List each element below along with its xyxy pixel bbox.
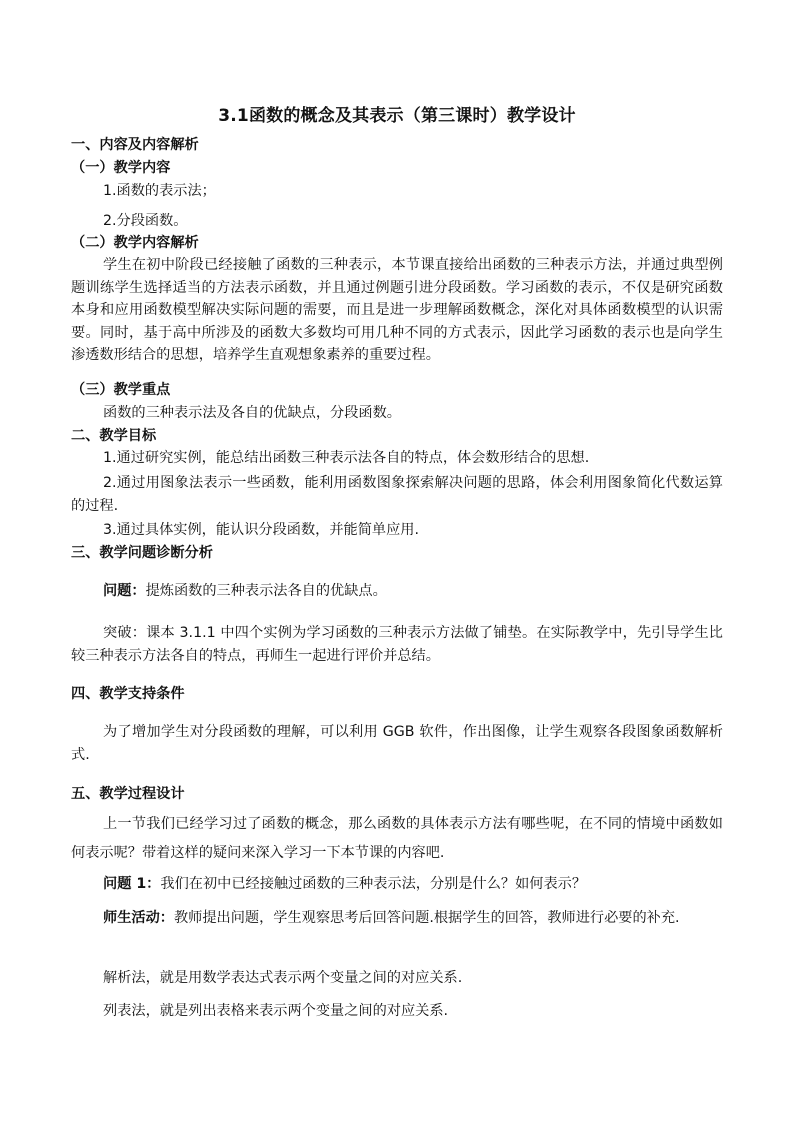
content-item-2: 2.分段函数。	[103, 213, 188, 229]
section-1-heading: 一、内容及内容解析	[71, 137, 199, 153]
subsection-1-2-heading: （二）教学内容解析	[71, 235, 199, 251]
subsection-1-1-heading: （一）教学内容	[71, 160, 171, 176]
problem-text: 提炼函数的三种表示法各自的优缺点。	[145, 583, 387, 599]
problem-label: 问题：	[103, 583, 146, 599]
goal-1: 1.通过研究实例，能总结出函数三种表示法各自的特点，体会数形结合的思想.	[103, 450, 590, 466]
teacher-student-activity	[71, 904, 723, 933]
tabular-method-text: 列表法，就是列出表格来表示两个变量之间的对应关系.	[103, 1003, 449, 1019]
section-5-heading: 五、教学过程设计	[71, 786, 185, 802]
activity-label: 师生活动：	[103, 910, 174, 926]
process-intro-paragraph: 上一节我们已经学习过了函数的概念，那么函数的具体表示方法有哪些呢，在不同的情境中函数如何表示呢？带着这样的疑问来深入学习一下本节课的内容吧.	[71, 816, 723, 861]
goal-2: 2.通过用图象法表示一些函数，能利用函数图象探索解决问题的思路，体会利用图象简化代数运算的过程.	[71, 475, 723, 514]
content-analysis-paragraph: 学生在初中阶段已经接触了函数的三种表示，本节课直接给出函数的三种表示方法，并通过典型例题训练学生选择适当的方法表示函数，并且通过例题引进分段函数。学习函数的表示，不仅是研究函数本身和应用函数模型解决实际问题的需要，而且是进一步理解函数概念，深化对具体函数模型的认识需要。同时，基于高中所涉及的函数大多数均可用几种不同的方式表示，因此学习函数的表示也是向学生渗透数形结合的思想，培养学生直观想象素养的重要过程。	[71, 257, 723, 364]
activity-text: 教师提出问题，学生观察思考后回答问题.根据学生的回答，教师进行必要的补充.	[173, 910, 680, 926]
goal-3: 3.通过具体实例，能认识分段函数，并能简单应用.	[103, 522, 419, 538]
section-3-heading: 三、教学问题诊断分析	[71, 545, 213, 561]
document-title: 3.1函数的概念及其表示（第三课时）教学设计	[218, 106, 576, 126]
subsection-1-3-heading: （三）教学重点	[71, 382, 171, 398]
question-1-line	[71, 873, 723, 896]
section-2-heading: 二、教学目标	[71, 428, 157, 444]
section-4-heading: 四、教学支持条件	[71, 686, 185, 702]
content-item-1: 1.函数的表示法；	[103, 183, 216, 199]
analytic-method-text: 解析法，就是用数学表达式表示两个变量之间的对应关系.	[103, 970, 463, 986]
key-points-text: 函数的三种表示法及各自的优缺点，分段函数。	[103, 405, 401, 421]
breakthrough-paragraph: 突破：课本 3.1.1 中四个实例为学习函数的三种表示方法做了铺垫。在实际教学中，先引导学生比较三种表示方法各自的特点，再师生一起进行评价并总结。	[71, 625, 723, 664]
problem-line	[71, 580, 723, 603]
question-1-text: 我们在初中已经接触过函数的三种表示法，分别是什么？如何表示？	[160, 876, 587, 892]
question-1-label: 问题 1：	[103, 876, 161, 892]
support-conditions-paragraph: 为了增加学生对分段函数的理解，可以利用 GGB 软件，作出图像，让学生观察各段图象函数解析式.	[71, 724, 723, 763]
